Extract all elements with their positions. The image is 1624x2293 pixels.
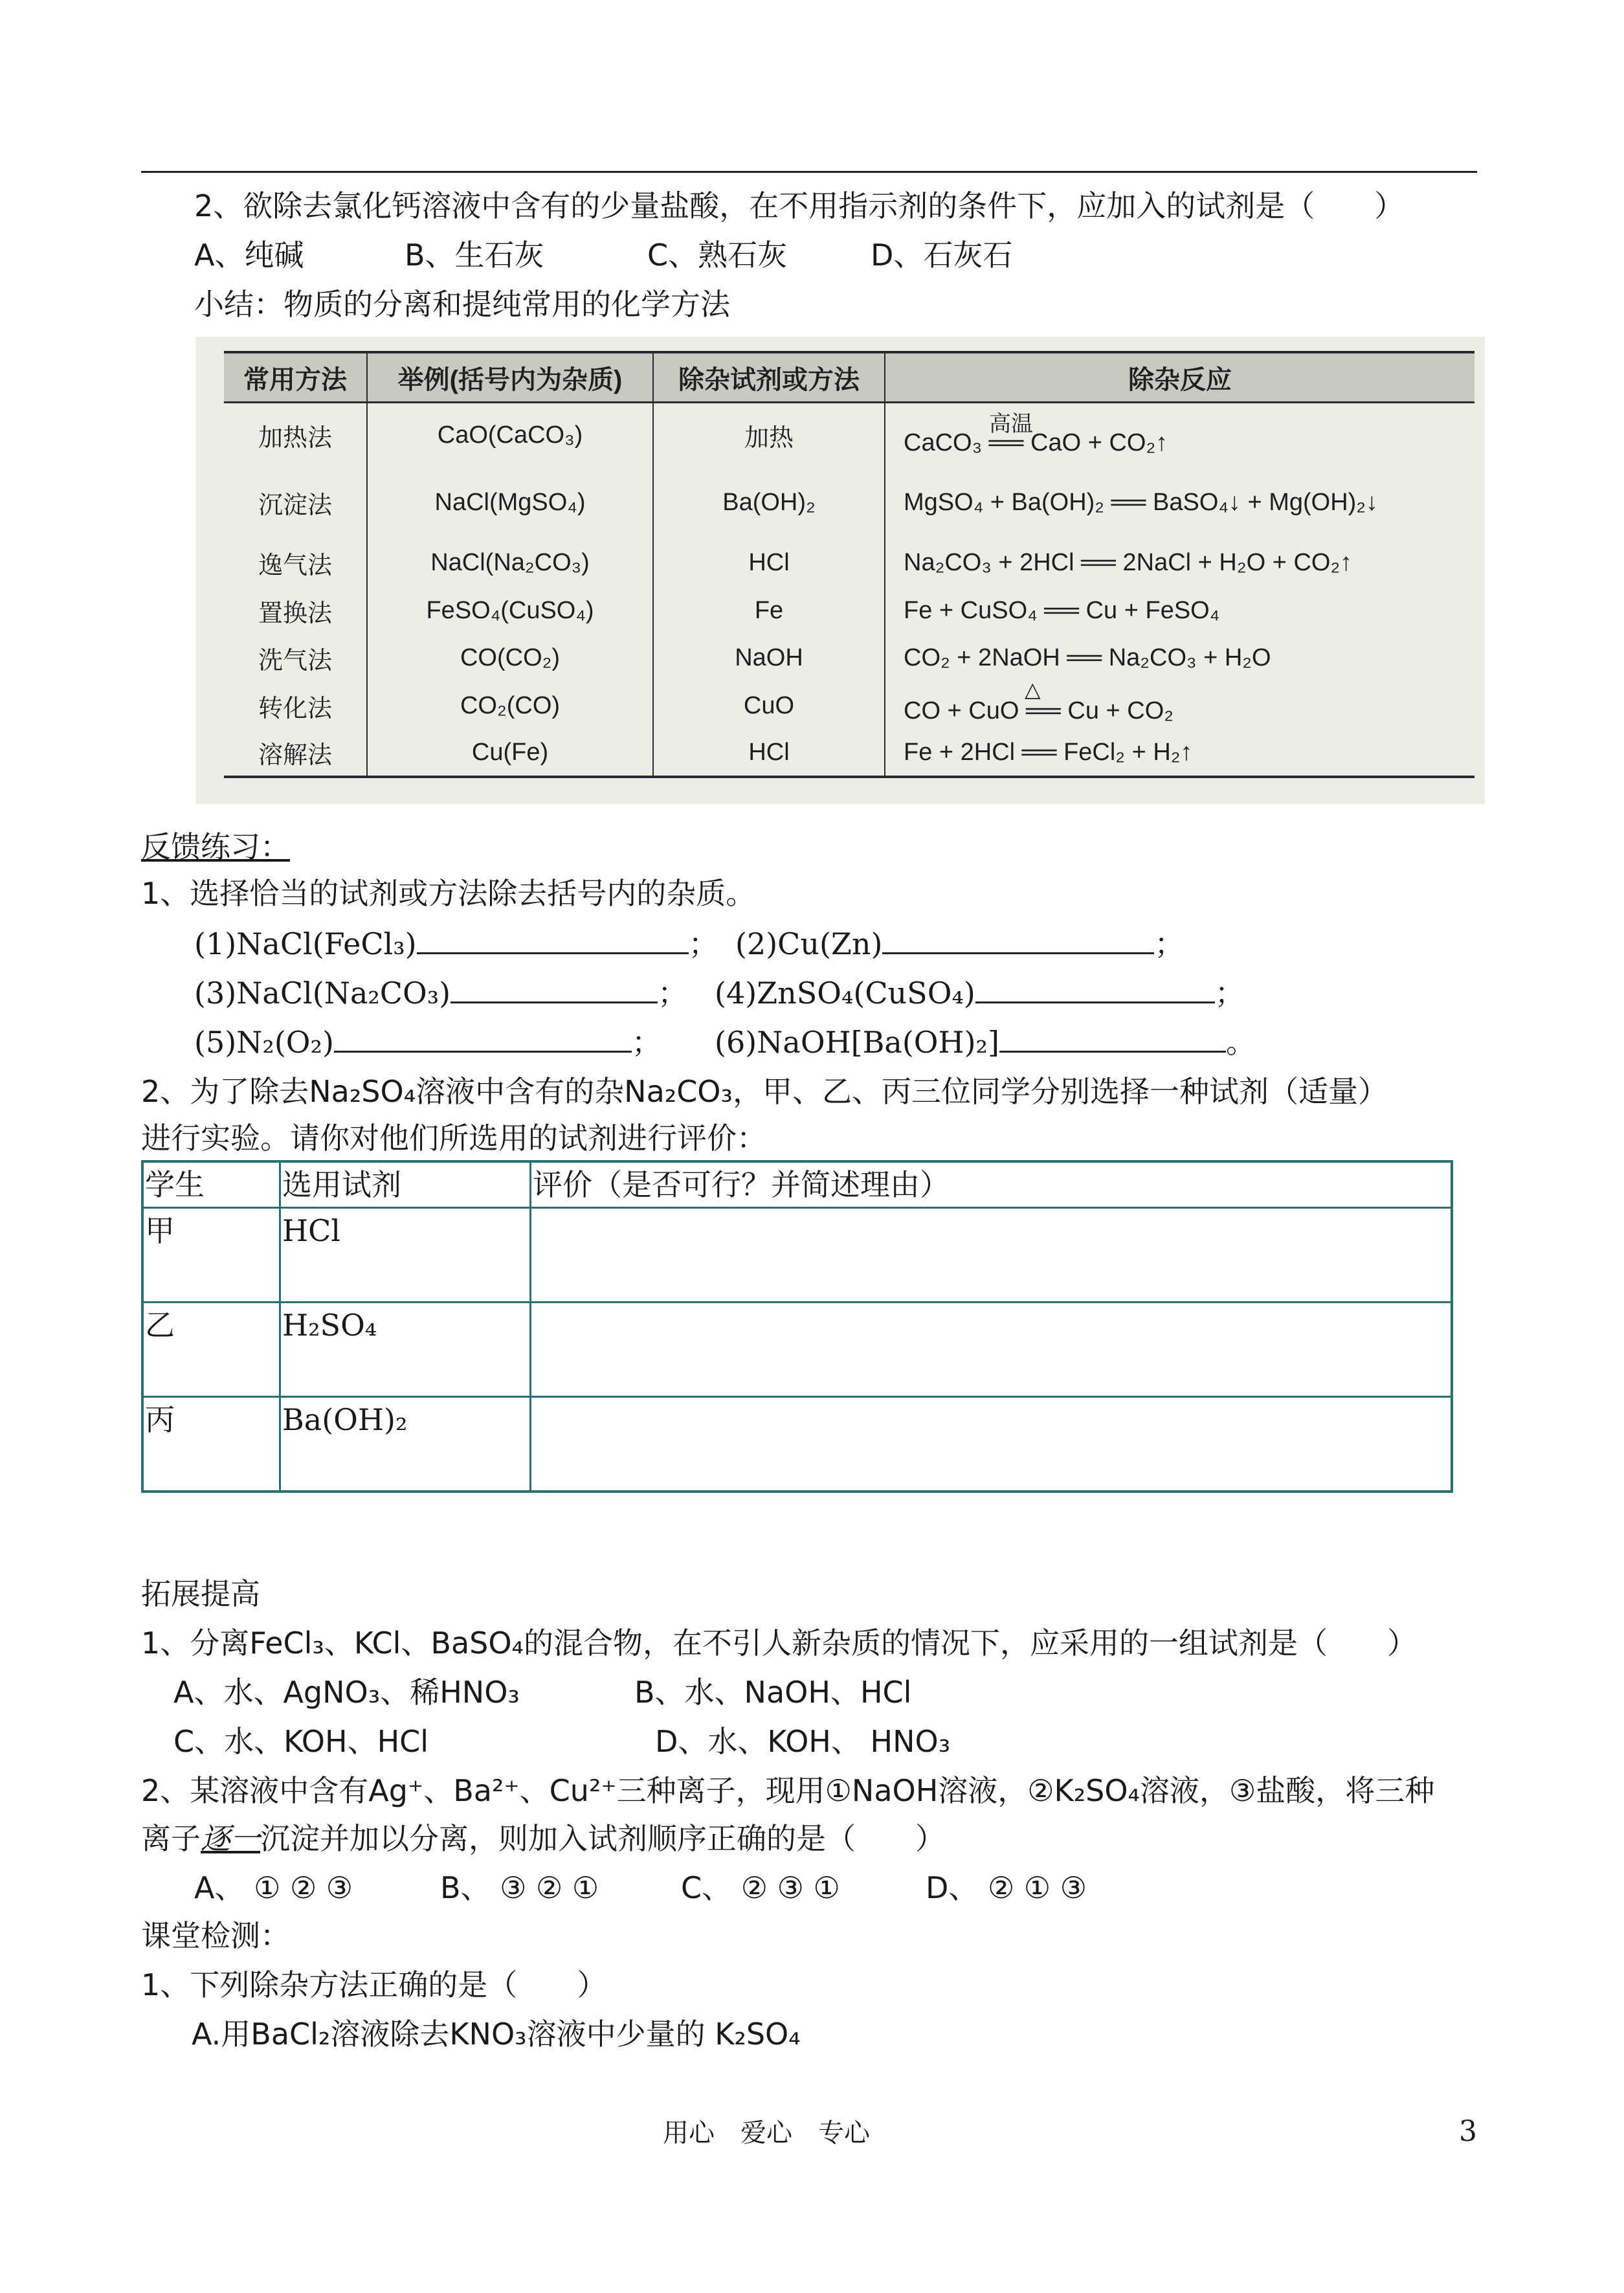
eval-comment-field[interactable]	[531, 1397, 1452, 1492]
summary-title: 小结：物质的分离和提纯常用的化学方法	[194, 287, 730, 322]
eval-header-comment: 评价（是否可行？并简述理由）	[531, 1161, 1452, 1208]
feedback-q1-stem: 1、选择恰当的试剂或方法除去括号内的杂质。	[141, 876, 756, 911]
item-end: ；	[688, 926, 718, 961]
extension-q2-line2	[141, 1819, 945, 1858]
eval-student: 丙	[142, 1397, 280, 1492]
method-example: NaCl(MgSO₄)	[367, 467, 653, 539]
answer-blank-5[interactable]	[334, 1025, 632, 1053]
answer-blank-1[interactable]	[417, 926, 689, 954]
feedback-item-5	[194, 1023, 662, 1062]
extension-title: 拓展提高	[141, 1576, 260, 1611]
page-number: 3	[1459, 2115, 1477, 2148]
q2-option-a: A、纯碱	[194, 238, 304, 273]
extension-q1-option-a: A、水、AgNO₃、稀HNO₃	[173, 1675, 520, 1710]
reaction-condition: △	[1025, 677, 1041, 701]
eval-header-student: 学生	[142, 1161, 280, 1208]
check-title: 课堂检测：	[141, 1918, 290, 1953]
method-name: 加热法	[258, 424, 332, 452]
q2-option-d: D、石灰石	[871, 238, 1013, 273]
answer-blank-4[interactable]	[975, 976, 1215, 1003]
extension-q2-line1: 2、某溶液中含有Ag⁺、Ba²⁺、Cu²⁺三种离子，现用①NaOH溶液，②K₂SO₄溶液，③盐酸，将三种	[141, 1773, 1435, 1808]
footer-motto: 用心 爱心 专心	[663, 2118, 870, 2148]
methods-row	[224, 588, 1474, 634]
feedback-item-2	[735, 924, 1184, 963]
eval-reagent: HCl	[280, 1208, 531, 1303]
item-label: (2)Cu(Zn)	[735, 926, 883, 961]
method-reagent: HCl	[653, 730, 885, 777]
evaluation-row	[142, 1303, 1452, 1397]
item-end: ；	[631, 1025, 662, 1060]
q2-text-a: 离子	[141, 1821, 201, 1856]
item-label: (6)NaOH[Ba(OH)₂]	[715, 1025, 999, 1060]
method-example: CO₂(CO)	[367, 682, 653, 730]
method-name: 洗气法	[258, 647, 332, 675]
feedback-item-3	[194, 974, 687, 1012]
eval-comment-field[interactable]	[531, 1208, 1452, 1303]
top-rule	[141, 171, 1477, 173]
method-name: 溶解法	[224, 730, 367, 777]
extension-q2-option-b: B、 ③ ② ①	[440, 1870, 599, 1905]
item-end: ；	[1154, 926, 1185, 961]
header-example: 举例(括号内为杂质)	[367, 352, 653, 403]
method-reagent: HCl	[653, 539, 885, 588]
item-end: ；	[1214, 976, 1245, 1011]
feedback-item-1	[194, 924, 718, 963]
method-example: CO(CO₂)	[367, 634, 653, 682]
extension-q1-option-c: C、水、KOH、HCl	[173, 1724, 429, 1759]
method-example: NaCl(Na₂CO₃)	[367, 539, 653, 588]
extension-q2-option-a: A、 ① ② ③	[194, 1870, 353, 1905]
method-reaction: Fe + CuSO₄ ══ Cu + FeSO₄	[885, 588, 1474, 634]
header-reagent: 除杂试剂或方法	[653, 352, 885, 403]
eval-header-reagent: 选用试剂	[280, 1161, 531, 1208]
methods-row	[224, 730, 1474, 777]
method-reagent: Ba(OH)₂	[653, 467, 885, 539]
evaluation-header-row	[142, 1161, 1452, 1208]
method-reagent: Fe	[653, 588, 885, 634]
feedback-item-6	[715, 1023, 1256, 1062]
evaluation-table	[141, 1160, 1453, 1493]
methods-table	[224, 351, 1474, 778]
eval-comment-field[interactable]	[531, 1303, 1452, 1397]
item-end: 。	[1225, 1025, 1256, 1060]
method-reagent: CuO	[653, 682, 885, 730]
q2-underlined-text: 逐一	[201, 1821, 260, 1856]
item-end: ；	[658, 976, 688, 1011]
methods-table-image	[195, 337, 1485, 804]
method-name: 转化法	[258, 695, 332, 722]
q2-stem: 2、欲除去氯化钙溶液中含有的少量盐酸，在不用指示剂的条件下，应加入的试剂是（ ）	[194, 188, 1405, 223]
methods-row	[224, 682, 1474, 730]
feedback-title: 反馈练习：	[141, 829, 290, 864]
eval-student: 甲	[142, 1208, 280, 1303]
method-example: FeSO₄(CuSO₄)	[367, 588, 653, 634]
methods-row	[224, 403, 1474, 467]
item-label: (5)N₂(O₂)	[194, 1025, 334, 1060]
feedback-q2-line1: 2、为了除去Na₂SO₄溶液中含有的杂Na₂CO₃，甲、乙、丙三位同学分别选择一种试剂（适量）	[141, 1074, 1388, 1109]
header-reaction: 除杂反应	[885, 352, 1474, 403]
evaluation-row	[142, 1397, 1452, 1492]
q2-option-c: C、熟石灰	[647, 238, 788, 273]
reaction-condition: 高温	[989, 412, 1033, 436]
method-reagent: 加热	[653, 403, 885, 467]
check-q1-option-a: A.用BaCl₂溶液除去KNO₃溶液中少量的 K₂SO₄	[192, 2017, 801, 2052]
extension-q1-option-d: D、水、KOH、 HNO₃	[655, 1724, 951, 1759]
extension-q2-option-d: D、 ② ① ③	[926, 1870, 1087, 1905]
feedback-q2-line2: 进行实验。请你对他们所选用的试剂进行评价：	[141, 1121, 766, 1156]
method-reaction-cell	[885, 403, 1474, 467]
method-example: Cu(Fe)	[367, 730, 653, 777]
method-reagent: NaOH	[653, 634, 885, 682]
extension-q1-stem: 1、分离FeCl₃、KCl、BaSO₄的混合物，在不引人新杂质的情况下，应采用的一组试剂是（ ）	[141, 1626, 1417, 1661]
extension-q2-option-c: C、 ② ③ ①	[681, 1870, 840, 1905]
feedback-item-4	[715, 974, 1245, 1012]
answer-blank-6[interactable]	[999, 1025, 1226, 1053]
method-reaction: CO + CuO ══ Cu + CO₂	[904, 697, 1174, 724]
method-name: 逸气法	[258, 552, 332, 579]
method-reaction-cell	[885, 677, 1474, 730]
q2-text-b: 沉淀并加以分离，则加入试剂顺序正确的是（ ）	[260, 1821, 945, 1856]
answer-blank-3[interactable]	[450, 976, 658, 1003]
item-label: (3)NaCl(Na₂CO₃)	[194, 976, 451, 1011]
extension-q1-option-b: B、水、NaOH、HCl	[634, 1675, 912, 1710]
method-reaction: CO₂ + 2NaOH ══ Na₂CO₃ + H₂O	[885, 634, 1474, 682]
methods-row	[224, 634, 1474, 682]
answer-blank-2[interactable]	[882, 926, 1154, 954]
eval-reagent: Ba(OH)₂	[280, 1397, 531, 1492]
methods-row	[224, 539, 1474, 588]
method-reaction: MgSO₄ + Ba(OH)₂ ══ BaSO₄↓ + Mg(OH)₂↓	[885, 467, 1474, 539]
item-label: (4)ZnSO₄(CuSO₄)	[715, 976, 975, 1011]
header-method: 常用方法	[224, 352, 367, 403]
methods-table-header	[224, 352, 1474, 403]
item-label: (1)NaCl(FeCl₃)	[194, 926, 417, 961]
methods-row	[224, 467, 1474, 539]
q2-option-b: B、生石灰	[405, 238, 544, 273]
method-example: CaO(CaCO₃)	[367, 403, 653, 467]
eval-student: 乙	[142, 1303, 280, 1397]
method-reaction: CaCO₃ ══ CaO + CO₂↑	[904, 429, 1168, 456]
method-name: 置换法	[258, 600, 332, 627]
eval-reagent: H₂SO₄	[280, 1303, 531, 1397]
method-reaction: Fe + 2HCl ══ FeCl₂ + H₂↑	[885, 730, 1474, 777]
check-q1-stem: 1、下列除杂方法正确的是（ ）	[141, 1967, 607, 2002]
evaluation-row	[142, 1208, 1452, 1303]
method-reaction: Na₂CO₃ + 2HCl ══ 2NaCl + H₂O + CO₂↑	[885, 539, 1474, 588]
method-name: 沉淀法	[258, 492, 332, 519]
